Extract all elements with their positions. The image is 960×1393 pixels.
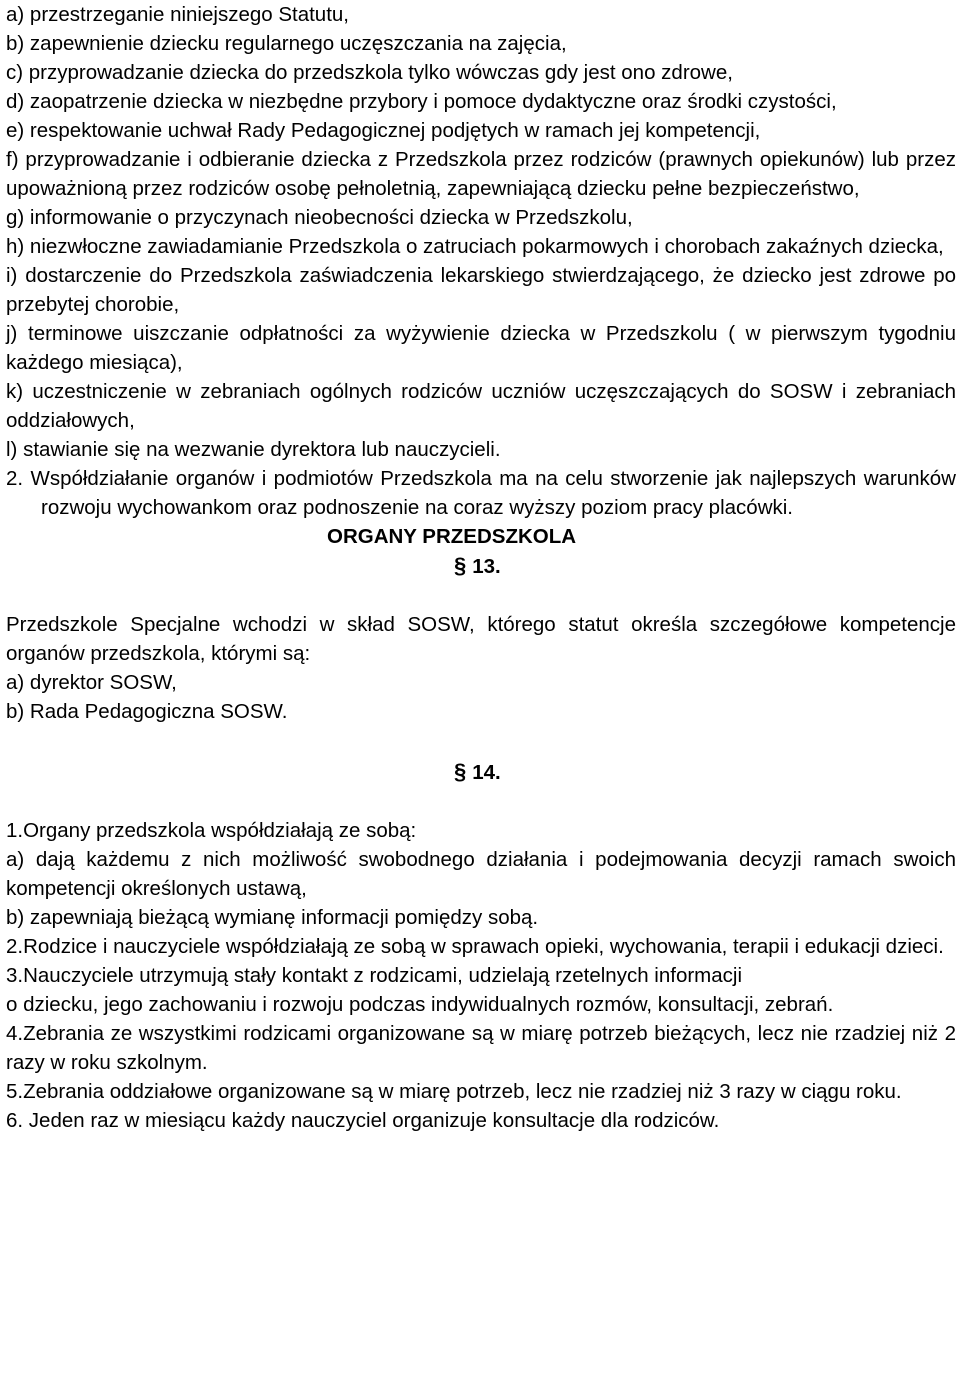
duty-item-i: i) dostarczenie do Przedszkola zaświadczenia lekarskiego stwierdzającego, że dziecko jest zdrowe po przebytej chorobie, <box>6 264 956 316</box>
duty-item-b: b) zapewnienie dziecku regularnego uczęszczania na zajęcia, <box>6 32 567 55</box>
duty-item-l: l) stawianie się na wezwanie dyrektora lub nauczycieli. <box>6 438 501 461</box>
paragraph-14-line-5: 5.Zebrania oddziałowe organizowane są w miarę potrzeb, lecz nie rzadziej niż 3 razy w ciągu roku. <box>6 1080 902 1103</box>
paragraph-14-line-1: 1.Organy przedszkola współdziałają ze sobą: <box>6 819 417 842</box>
duty-item-e: e) respektowanie uchwał Rady Pedagogicznej podjętych w ramach jej kompetencji, <box>6 119 761 142</box>
section-title: ORGANY PRZEDSZKOLA <box>327 525 577 548</box>
paragraph-14-line-a: a) dają każdemu z nich możliwość swobodnego działania i podejmowania decyzji ramach swoich kompetencji określonych ustawą, <box>6 848 956 900</box>
paragraph-13-heading <box>6 551 956 581</box>
document-page <box>6 0 956 1135</box>
section-sign-icon: § <box>454 553 467 578</box>
paragraph-13-intro: Przedszkole Specjalne wchodzi w skład SOSW, którego statut określa szczegółowe kompetencje organów przedszkola, którymi są: <box>6 613 956 665</box>
paragraph-14-line-3: 3.Nauczyciele utrzymują stały kontakt z rodzicami, udzielają rzetelnych informacji <box>6 964 743 987</box>
point-2-paragraph: 2. Współdziałanie organów i podmiotów Przedszkola ma na celu stworzenie jak najlepszych warunków rozwoju wychowankom oraz podnoszenie na coraz wyższy poziom pracy placówki. <box>6 467 956 519</box>
paragraph-14-line-3-cont: o dziecku, jego zachowaniu i rozwoju podczas indywidualnych rozmów, konsultacji, zebrań. <box>6 993 834 1016</box>
paragraph-14-line-b: b) zapewniają bieżącą wymianę informacji pomiędzy sobą. <box>6 906 539 929</box>
paragraph-13-number: 13. <box>472 555 501 578</box>
paragraph-13-item-a: a) dyrektor SOSW, <box>6 671 177 694</box>
duty-item-k: k) uczestniczenie w zebraniach ogólnych rodziców uczniów uczęszczających do SOSW i zebraniach oddziałowych, <box>6 380 956 432</box>
paragraph-14-line-4: 4.Zebrania ze wszystkimi rodzicami organizowane są w miarę potrzeb bieżących, lecz nie rzadziej niż 2 razy w roku szkolnym. <box>6 1022 956 1074</box>
duty-item-a: a) przestrzeganie niniejszego Statutu, <box>6 3 350 26</box>
paragraph-14-heading <box>6 757 956 787</box>
paragraph-14-line-6: 6. Jeden raz w miesiącu każdy nauczyciel organizuje konsultacje dla rodziców. <box>6 1109 720 1132</box>
duty-item-f: f) przyprowadzanie i odbieranie dziecka z Przedszkola przez rodziców (prawnych opiekunów) lub przez upoważnioną przez rodziców osobę pełnoletnią, zapewniającą dziecku pełne bezpieczeństwo, <box>6 148 956 200</box>
duty-item-g: g) informowanie o przyczynach nieobecności dziecka w Przedszkolu, <box>6 206 633 229</box>
duty-item-j: j) terminowe uiszczanie odpłatności za wyżywienie dziecka w Przedszkolu ( w pierwszym tygodniu każdego miesiąca), <box>6 322 956 374</box>
paragraph-14-number: 14. <box>472 761 501 784</box>
paragraph-13-item-b: b) Rada Pedagogiczna SOSW. <box>6 700 288 723</box>
duty-item-d: d) zaopatrzenie dziecka w niezbędne przybory i pomoce dydaktyczne oraz środki czystości, <box>6 90 837 113</box>
section-sign-icon: § <box>454 759 467 784</box>
paragraph-14-line-2: 2.Rodzice i nauczyciele współdziałają ze sobą w sprawach opieki, wychowania, terapii i edukacji dzieci. <box>6 935 944 958</box>
duty-item-c: c) przyprowadzanie dziecka do przedszkola tylko wówczas gdy jest ono zdrowe, <box>6 61 733 84</box>
duty-item-h: h) niezwłoczne zawiadamianie Przedszkola o zatruciach pokarmowych i chorobach zakaźnych dziecka, <box>6 235 944 258</box>
